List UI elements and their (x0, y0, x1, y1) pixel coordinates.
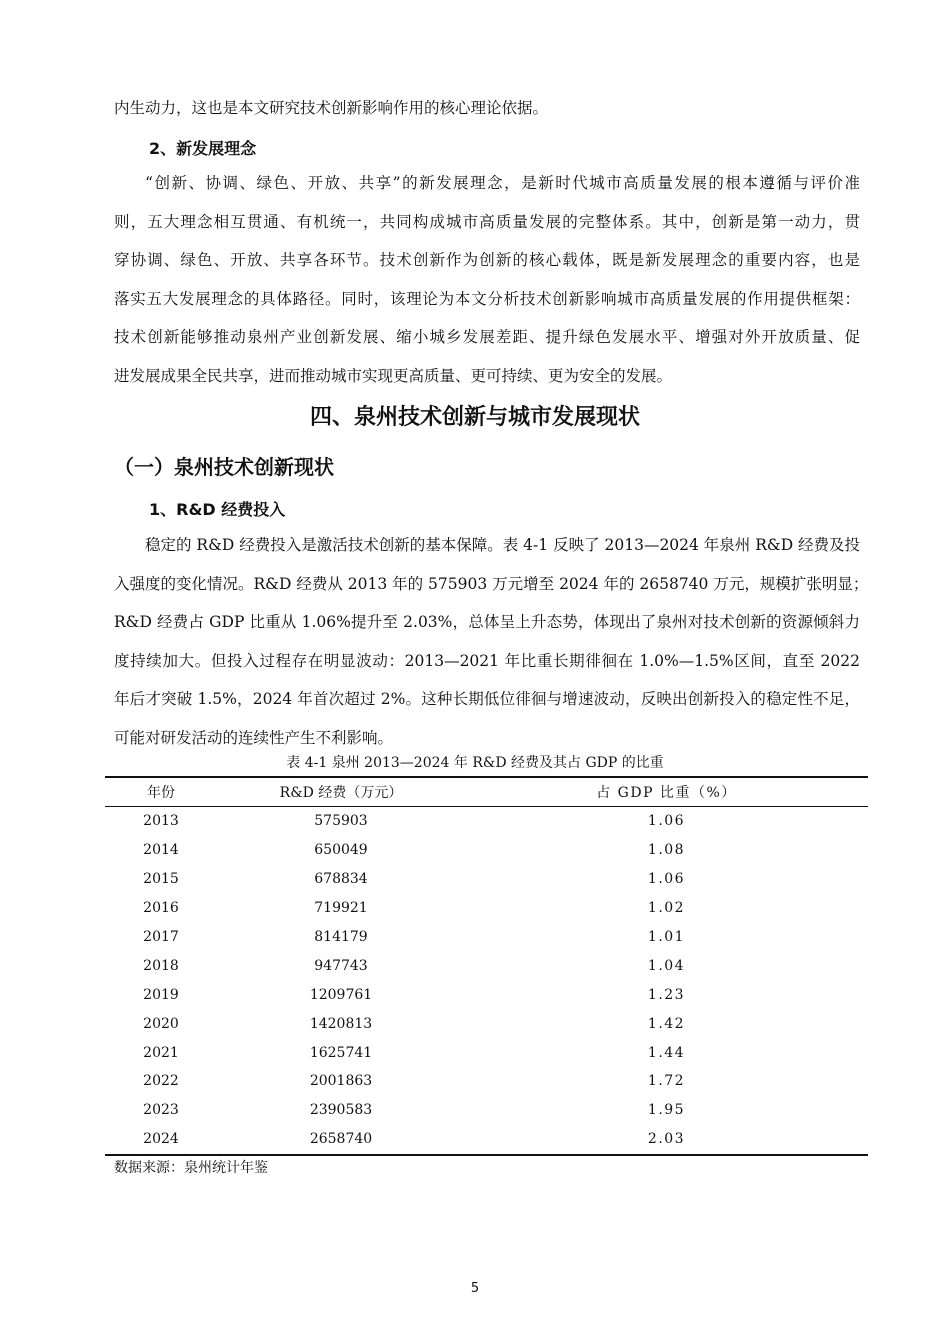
top-paragraph (114, 89, 860, 128)
paragraph-line: 进发展成果全民共享，进而推动城市实现更高质量、更可持续、更为安全的发展。 (114, 366, 673, 385)
paragraph-line: 落实五大发展理念的具体路径。同时，该理论为本文分析技术创新影响城市高质量发展的作用提供框架： (114, 289, 860, 308)
cell-year: 2018 (143, 957, 179, 974)
table-row (105, 1096, 868, 1125)
table-row (105, 1125, 868, 1155)
header-year: 年份 (105, 777, 217, 807)
cell-rd-funding: 650049 (314, 842, 368, 859)
cell-year: 2019 (143, 986, 179, 1003)
table-header-row (105, 777, 868, 807)
paragraph-rd-funding (114, 526, 869, 757)
cell-rd-funding: 2658740 (217, 1125, 465, 1155)
paragraph-line: 穿协调、绿色、开放、共享各环节。技术创新作为创新的核心载体，既是新发展理念的重要内容，也是 (114, 251, 860, 269)
paragraph-line: R&D 经费占 GDP 比重从 1.06%提升至 2.03%，总体呈上升态势，体现出了泉州对技术创新的资源倾斜力 (114, 613, 860, 631)
paragraph-line: 年后才突破 1.5%，2024 年首次超过 2%。这种长期低位徘徊与增速波动，反映出创新投入的稳定性不足， (114, 690, 860, 708)
cell-rd-funding: 1625741 (309, 1044, 373, 1061)
chapter-heading: 四、泉州技术创新与城市发展现状 (309, 405, 640, 430)
paragraph-line: 可能对研发活动的连续性产生不利影响。 (114, 728, 394, 747)
paragraph-line: 技术创新能够推动泉州产业创新发展、缩小城乡发展差距、提升绿色发展水平、增强对外开放质量、促 (114, 328, 860, 346)
table-row (105, 894, 868, 923)
paragraph-line: 则，五大理念相互贯通、有机统一，共同构成城市高质量发展的完整体系。其中，创新是第一动力，贯 (114, 212, 860, 231)
cell-gdp-share: 1.95 (647, 1102, 686, 1119)
cell-gdp-share: 1.08 (647, 842, 686, 859)
table-row (105, 836, 868, 865)
cell-year: 2017 (143, 929, 179, 945)
cell-rd-funding: 1209761 (309, 986, 373, 1003)
cell-gdp-share: 1.02 (647, 900, 686, 917)
table-row (105, 1009, 868, 1038)
cell-rd-funding: 678834 (314, 871, 368, 888)
paragraph-line: 内生动力，这也是本文研究技术创新影响作用的核心理论依据。 (114, 99, 549, 117)
table-row (105, 807, 868, 836)
cell-rd-funding: 575903 (314, 813, 368, 830)
table-row (105, 1038, 868, 1067)
table-row (105, 1067, 868, 1096)
subsection-heading-rd-funding: 1、R&D 经费投入 (149, 500, 286, 519)
cell-year: 2020 (143, 1015, 179, 1032)
cell-rd-funding: 719921 (314, 900, 368, 917)
cell-gdp-share: 1.44 (647, 1044, 686, 1061)
cell-rd-funding: 1420813 (309, 1015, 373, 1032)
heading-new-development-concept: 2、新发展理念 (149, 139, 257, 158)
table-caption: 表 4-1 泉州 2013—2024 年 R&D 经费及其占 GDP 的比重 (286, 755, 664, 771)
cell-year: 2015 (143, 871, 179, 888)
cell-year: 2014 (143, 842, 179, 859)
cell-rd-funding: 2390583 (309, 1102, 373, 1119)
header-gdp-share: 占 GDP 比重（%） (465, 777, 868, 807)
paragraph-line: 稳定的 R&D 经费投入是激活技术创新的基本保障。表 4-1 反映了 2013—2024 年泉州 R&D 经费及投 (145, 536, 861, 554)
table-row (105, 980, 868, 1009)
cell-rd-funding: 2001863 (309, 1073, 373, 1090)
cell-gdp-share: 1.42 (647, 1015, 686, 1032)
paragraph-new-development (114, 164, 860, 395)
page-number: 5 (470, 1281, 480, 1296)
cell-year: 2023 (143, 1102, 179, 1119)
section-heading: （一）泉州技术创新现状 (114, 455, 334, 479)
header-rd-funding: R&D 经费（万元） (217, 777, 465, 807)
cell-year: 2022 (143, 1073, 179, 1090)
paragraph-line: “创新、协调、绿色、开放、共享”的新发展理念，是新时代城市高质量发展的根本遵循与评价准 (145, 174, 860, 192)
table-row (105, 951, 868, 980)
cell-year: 2013 (143, 813, 179, 830)
cell-year: 2021 (143, 1044, 179, 1061)
cell-gdp-share: 1.04 (647, 957, 686, 974)
table-row (105, 923, 868, 952)
cell-rd-funding: 947743 (314, 957, 368, 974)
cell-gdp-share: 1.06 (647, 871, 686, 888)
cell-rd-funding: 814179 (314, 929, 368, 945)
cell-year: 2016 (143, 900, 179, 917)
cell-gdp-share: 1.23 (647, 986, 686, 1003)
cell-gdp-share: 1.01 (647, 929, 686, 945)
data-source-note: 数据来源：泉州统计年鉴 (114, 1160, 268, 1176)
table-row (105, 865, 868, 894)
paragraph-line: 度持续加大。但投入过程存在明显波动：2013—2021 年比重长期徘徊在 1.0%—1.5%区间，直至 2022 (114, 651, 860, 670)
paragraph-line: 入强度的变化情况。R&D 经费从 2013 年的 575903 万元增至 2024 年的 2658740 万元，规模扩张明显； (114, 574, 869, 593)
cell-year: 2024 (105, 1125, 217, 1155)
rd-funding-table (105, 776, 868, 1156)
cell-gdp-share: 1.06 (647, 813, 686, 830)
cell-gdp-share: 2.03 (465, 1125, 868, 1155)
cell-gdp-share: 1.72 (647, 1073, 686, 1090)
